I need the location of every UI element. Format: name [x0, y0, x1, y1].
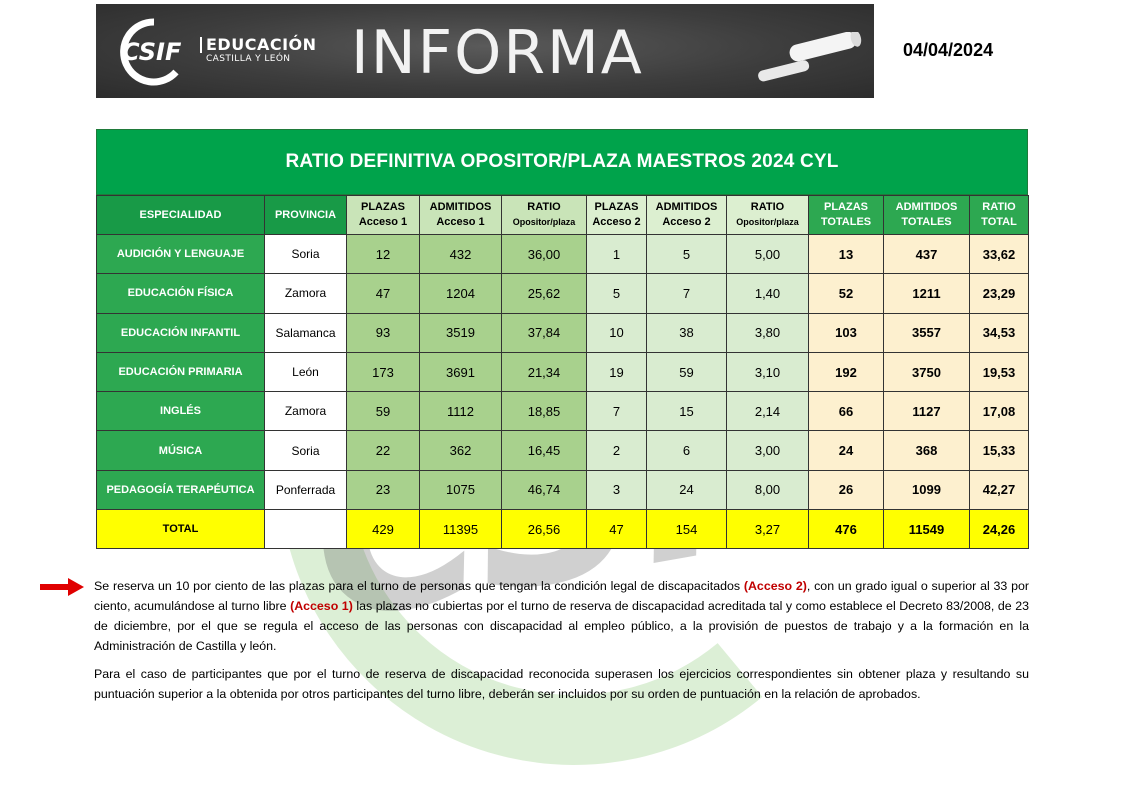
cell-admitidos-acceso1: 432	[420, 235, 502, 274]
ratio-table	[96, 129, 1028, 549]
cell-admitidos-totales: 1099	[884, 470, 970, 509]
cell-ratio-total: 15,33	[970, 431, 1029, 470]
cell-plazas-totales: 24	[809, 431, 884, 470]
cell-especialidad: EDUCACIÓN INFANTIL	[97, 313, 265, 352]
col-ratio-total: RATIO TOTAL	[970, 196, 1029, 235]
cell-ratio-acceso2: 3,80	[727, 313, 809, 352]
cell-ratio-acceso2: 3,10	[727, 352, 809, 391]
cell-admitidos-acceso1: 1204	[420, 274, 502, 313]
cell-ratio-acceso2: 8,00	[727, 470, 809, 509]
cell-ratio-acceso1: 18,85	[502, 392, 587, 431]
cell-plazas-totales: 103	[809, 313, 884, 352]
note-paragraph-2: Para el caso de participantes que por el turno de reserva de discapacidad reconocida superasen los ejercicios correspondientes sin obtener plaza y resultando su puntuación superior a la obtenida por otros participantes del turno libre, deberán ser incluidos por su orden de puntuación en la relación de aprobados.	[94, 667, 1029, 701]
cell-especialidad: MÚSICA	[97, 431, 265, 470]
cell-ratio-acceso1: 16,45	[502, 431, 587, 470]
cell-admitidos-acceso2: 7	[647, 274, 727, 313]
col-plazas-acceso2: PLAZAS Acceso 2	[587, 196, 647, 235]
cell-admitidos-acceso2: 24	[647, 470, 727, 509]
col-plazas-totales: PLAZAS TOTALES	[809, 196, 884, 235]
cell-plazas-totales: 66	[809, 392, 884, 431]
cell-ratio-acceso2: 2,14	[727, 392, 809, 431]
cell-admitidos-acceso2: 59	[647, 352, 727, 391]
cell-plazas-acceso2: 19	[587, 352, 647, 391]
cell-especialidad: EDUCACIÓN FÍSICA	[97, 274, 265, 313]
header-banner	[96, 4, 874, 98]
cell-ratio-total: 23,29	[970, 274, 1029, 313]
cell-admitidos-totales: 1211	[884, 274, 970, 313]
cell-admitidos-totales: 11549	[884, 510, 970, 549]
cell-admitidos-acceso2: 38	[647, 313, 727, 352]
cell-especialidad: PEDAGOGÍA TERAPÉUTICA	[97, 470, 265, 509]
cell-plazas-acceso2: 2	[587, 431, 647, 470]
cell-provincia: Zamora	[265, 274, 347, 313]
cell-admitidos-totales: 437	[884, 235, 970, 274]
red-arrow-icon	[40, 578, 84, 596]
document-date: 04/04/2024	[903, 40, 994, 60]
cell-plazas-acceso2: 10	[587, 313, 647, 352]
cell-admitidos-acceso1: 1075	[420, 470, 502, 509]
cell-plazas-acceso1: 22	[347, 431, 420, 470]
cell-admitidos-acceso2: 5	[647, 235, 727, 274]
org-region: CASTILLA Y LEÓN	[206, 54, 291, 64]
header-row	[97, 196, 1029, 235]
csif-logo-icon	[114, 16, 194, 86]
cell-admitidos-acceso2: 15	[647, 392, 727, 431]
cell-ratio-acceso2: 5,00	[727, 235, 809, 274]
cell-ratio-acceso1: 37,84	[502, 313, 587, 352]
cell-ratio-acceso1: 21,34	[502, 352, 587, 391]
col-plazas-acceso1: PLAZAS Acceso 1	[347, 196, 420, 235]
cell-plazas-totales: 26	[809, 470, 884, 509]
col-especialidad: ESPECIALIDAD	[97, 196, 265, 235]
cell-admitidos-acceso1: 3691	[420, 352, 502, 391]
table-title: RATIO DEFINITIVA OPOSITOR/PLAZA MAESTROS 2024 CYL	[96, 129, 1028, 195]
cell-provincia: Salamanca	[265, 313, 347, 352]
cell-plazas-acceso2: 47	[587, 510, 647, 549]
cell-plazas-acceso1: 47	[347, 274, 420, 313]
org-name: EDUCACIÓN	[200, 37, 317, 53]
data-table	[96, 195, 1029, 549]
cell-ratio-total: 19,53	[970, 352, 1029, 391]
cell-ratio-acceso2: 3,27	[727, 510, 809, 549]
cell-provincia: Ponferrada	[265, 470, 347, 509]
cell-provincia: Soria	[265, 431, 347, 470]
cell-plazas-acceso2: 1	[587, 235, 647, 274]
table-row	[97, 392, 1029, 431]
cell-admitidos-acceso1: 11395	[420, 510, 502, 549]
cell-ratio-acceso2: 1,40	[727, 274, 809, 313]
table-row	[97, 274, 1029, 313]
cell-admitidos-acceso1: 3519	[420, 313, 502, 352]
notes	[94, 576, 1029, 704]
cell-ratio-acceso1: 46,74	[502, 470, 587, 509]
cell-provincia: Soria	[265, 235, 347, 274]
cell-plazas-acceso1: 12	[347, 235, 420, 274]
cell-admitidos-totales: 1127	[884, 392, 970, 431]
cell-ratio-acceso2: 3,00	[727, 431, 809, 470]
cell-admitidos-acceso2: 6	[647, 431, 727, 470]
cell-admitidos-acceso1: 362	[420, 431, 502, 470]
cell-ratio-total: 33,62	[970, 235, 1029, 274]
cell-plazas-acceso2: 5	[587, 274, 647, 313]
cell-plazas-acceso1: 59	[347, 392, 420, 431]
cell-plazas-acceso1: 23	[347, 470, 420, 509]
col-admitidos-acceso2: ADMITIDOS Acceso 2	[647, 196, 727, 235]
cell-provincia	[265, 510, 347, 549]
cell-especialidad: INGLÉS	[97, 392, 265, 431]
cell-plazas-acceso2: 7	[587, 392, 647, 431]
cell-admitidos-totales: 3750	[884, 352, 970, 391]
cell-plazas-totales: 192	[809, 352, 884, 391]
cell-admitidos-totales: 3557	[884, 313, 970, 352]
col-ratio-acceso1: RATIO Opositor/plaza	[502, 196, 587, 235]
cell-admitidos-acceso2: 154	[647, 510, 727, 549]
cell-plazas-acceso1: 93	[347, 313, 420, 352]
cell-especialidad: EDUCACIÓN PRIMARIA	[97, 352, 265, 391]
cell-ratio-acceso1: 25,62	[502, 274, 587, 313]
table-row	[97, 352, 1029, 391]
cell-total-label: TOTAL	[97, 510, 265, 549]
note-paragraph-1: Se reserva un 10 por ciento de las plazas para el turno de personas que tengan la condición legal de discapacitados (Acceso 2), con un grado igual o superior al 33 por ciento, acumulándose al turno libre (Acceso 1) las plazas no cubiertas por el turno de reserva de discapacidad acreditada tal y como establece el Decreto 83/2008, de 23 de diciembre, por el que se regula el acceso de las personas con discapacidad al empleo público, a la provisión de puestos de trabajo y a la formación en la Administración de Castilla y león.	[94, 579, 1029, 653]
cell-admitidos-totales: 368	[884, 431, 970, 470]
cell-especialidad: AUDICIÓN Y LENGUAJE	[97, 235, 265, 274]
cell-provincia: León	[265, 352, 347, 391]
col-admitidos-acceso1: ADMITIDOS Acceso 1	[420, 196, 502, 235]
total-row	[97, 510, 1029, 549]
cell-ratio-acceso1: 26,56	[502, 510, 587, 549]
cell-plazas-totales: 476	[809, 510, 884, 549]
cell-ratio-total: 17,08	[970, 392, 1029, 431]
cell-admitidos-acceso1: 1112	[420, 392, 502, 431]
col-admitidos-totales: ADMITIDOS TOTALES	[884, 196, 970, 235]
cell-ratio-total: 42,27	[970, 470, 1029, 509]
acceso1-highlight: (Acceso 1)	[290, 599, 353, 613]
cell-plazas-acceso1: 173	[347, 352, 420, 391]
logo-text: CSIF	[122, 38, 182, 66]
cell-ratio-acceso1: 36,00	[502, 235, 587, 274]
table-row	[97, 431, 1029, 470]
table-row	[97, 313, 1029, 352]
cell-plazas-acceso1: 429	[347, 510, 420, 549]
cell-provincia: Zamora	[265, 392, 347, 431]
cell-plazas-totales: 52	[809, 274, 884, 313]
cell-ratio-total: 34,53	[970, 313, 1029, 352]
col-provincia: PROVINCIA	[265, 196, 347, 235]
cell-plazas-acceso2: 3	[587, 470, 647, 509]
chalk-icon	[751, 32, 866, 82]
banner-title: INFORMA	[351, 18, 644, 88]
cell-ratio-total: 24,26	[970, 510, 1029, 549]
col-ratio-acceso2: RATIO Opositor/plaza	[727, 196, 809, 235]
table-row	[97, 470, 1029, 509]
table-row	[97, 235, 1029, 274]
acceso2-highlight: (Acceso 2)	[743, 579, 807, 593]
cell-plazas-totales: 13	[809, 235, 884, 274]
